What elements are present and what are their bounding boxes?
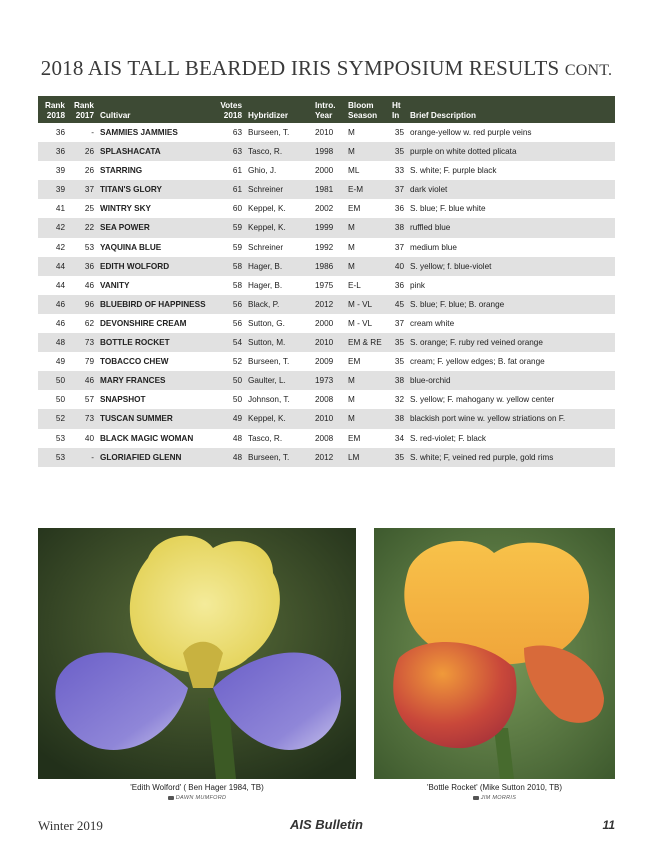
cell-bloom-season: EM xyxy=(348,433,361,443)
cell-votes: 59 xyxy=(232,242,242,252)
cell-cultivar: VANITY xyxy=(100,280,130,290)
cell-hybridizer: Ghio, J. xyxy=(248,166,277,176)
cell-rank-2018: 41 xyxy=(55,204,65,214)
table-row xyxy=(38,142,615,161)
cell-description: S. white; F. purple black xyxy=(410,166,497,176)
header-votes: Votes 2018 xyxy=(215,96,245,123)
cell-votes: 63 xyxy=(232,128,242,137)
cell-votes: 49 xyxy=(215,409,245,428)
cell-hybridizer: Johnson, T. xyxy=(248,395,290,405)
cell-cultivar: YAQUINA BLUE xyxy=(100,242,162,252)
cell-votes: 48 xyxy=(215,448,245,467)
cell-bloom-season: M xyxy=(348,128,355,137)
cell-height: 35 xyxy=(389,448,407,467)
table-row xyxy=(38,161,615,180)
cell-votes: 63 xyxy=(215,142,245,161)
cell-description: S. blue; F. blue; B. orange xyxy=(407,295,615,314)
cell-intro-year: 2010 xyxy=(312,333,345,352)
cell-height: 36 xyxy=(394,280,404,290)
cell-height: 35 xyxy=(394,357,404,367)
cell-cultivar: SPLASHACATA xyxy=(97,142,215,161)
table-row xyxy=(38,371,615,390)
cell-intro-year: 2000 xyxy=(315,166,334,176)
cell-cultivar: BLACK MAGIC WOMAN xyxy=(100,433,194,443)
cell-cultivar: TUSCAN SUMMER xyxy=(97,409,215,428)
cell-rank-2018: 52 xyxy=(38,409,68,428)
cell-rank-2017: 62 xyxy=(84,318,94,328)
cell-rank-2018: 53 xyxy=(55,433,65,443)
cell-hybridizer: Schreiner xyxy=(248,242,284,252)
cell-rank-2017: 26 xyxy=(68,142,97,161)
cell-rank-2017: 25 xyxy=(84,204,94,214)
cell-intro-year: 2010 xyxy=(315,128,334,137)
cell-rank-2017: 37 xyxy=(68,180,97,199)
cell-height: 40 xyxy=(389,257,407,276)
cell-description: S. blue; F. blue white xyxy=(410,204,486,214)
cell-description: blue-orchid xyxy=(407,371,615,390)
cell-rank-2017: 96 xyxy=(68,295,97,314)
cell-bloom-season: M xyxy=(345,142,389,161)
cell-hybridizer: Hager, B. xyxy=(245,257,312,276)
cell-intro-year: 1981 xyxy=(312,180,345,199)
cell-cultivar: STARRING xyxy=(100,166,143,176)
table-row xyxy=(38,218,615,237)
cell-description: S. yellow; f. blue-violet xyxy=(407,257,615,276)
photo-edith-wolford xyxy=(38,528,356,779)
cell-rank-2018: 42 xyxy=(38,218,68,237)
header-intro-year: Intro. Year xyxy=(312,96,345,123)
footer-issue: Winter 2019 xyxy=(38,818,103,833)
cell-hybridizer: Tasco, R. xyxy=(245,142,312,161)
cell-rank-2017: - xyxy=(91,128,94,137)
cell-rank-2017: 79 xyxy=(84,357,94,367)
cell-rank-2018: 53 xyxy=(38,448,68,467)
cell-bloom-season: M xyxy=(345,257,389,276)
cell-height: 37 xyxy=(389,180,407,199)
footer-page-number: 11 xyxy=(602,818,615,832)
cell-intro-year: 1999 xyxy=(312,218,345,237)
table-row xyxy=(38,199,615,218)
cell-description: S. yellow; F. mahogany w. yellow center xyxy=(410,395,555,405)
cell-votes: 50 xyxy=(215,371,245,390)
cell-intro-year: 1986 xyxy=(312,257,345,276)
cell-hybridizer: Burseen, T. xyxy=(248,357,290,367)
cell-hybridizer: Sutton, G. xyxy=(248,318,285,328)
cell-votes: 59 xyxy=(215,218,245,237)
table-row xyxy=(38,123,615,142)
cell-description: S. white; F, veined red purple, gold rims xyxy=(407,448,615,467)
cell-rank-2018: 36 xyxy=(55,128,65,137)
cell-votes: 54 xyxy=(215,333,245,352)
camera-icon xyxy=(473,796,479,800)
cell-height: 34 xyxy=(394,433,404,443)
photo-caption-2: 'Bottle Rocket' (Mike Sutton 2010, TB) xyxy=(427,783,562,792)
cell-rank-2018: 46 xyxy=(38,295,68,314)
cell-rank-2018: 39 xyxy=(55,166,65,176)
header-description: Brief Description xyxy=(407,96,615,123)
table-row xyxy=(38,333,615,352)
cell-rank-2018: 44 xyxy=(55,280,65,290)
cell-hybridizer: Black, P. xyxy=(245,295,312,314)
cell-cultivar: EDITH WOLFORD xyxy=(97,257,215,276)
cell-bloom-season: M - VL xyxy=(348,318,373,328)
table-row xyxy=(38,276,615,295)
cell-height: 35 xyxy=(394,128,404,137)
cell-intro-year: 2012 xyxy=(312,295,345,314)
cell-rank-2017: 36 xyxy=(68,257,97,276)
camera-icon xyxy=(168,796,174,800)
cell-height: 45 xyxy=(389,295,407,314)
cell-hybridizer: Hager, B. xyxy=(248,280,283,290)
cell-description: cream white xyxy=(410,318,455,328)
cell-height: 35 xyxy=(389,333,407,352)
cell-rank-2018: 49 xyxy=(55,357,65,367)
cell-bloom-season: M xyxy=(348,395,355,405)
header-bloom-season: Bloom Season xyxy=(345,96,389,123)
cell-rank-2017: 57 xyxy=(84,395,94,405)
cell-cultivar: WINTRY SKY xyxy=(100,204,151,214)
cell-votes: 60 xyxy=(232,204,242,214)
header-hybridizer: Hybridizer xyxy=(245,96,312,123)
cell-bloom-season: EM xyxy=(348,357,361,367)
cell-rank-2017: 73 xyxy=(68,409,97,428)
cell-description: ruffled blue xyxy=(407,218,615,237)
cell-height: 35 xyxy=(389,142,407,161)
table-row xyxy=(38,314,615,333)
cell-intro-year: 2012 xyxy=(312,448,345,467)
cell-votes: 58 xyxy=(215,257,245,276)
cell-description: S. red-violet; F. black xyxy=(410,433,486,443)
cell-intro-year: 2008 xyxy=(315,395,334,405)
cell-hybridizer: Burseen, T. xyxy=(245,448,312,467)
cell-description: blackish port wine w. yellow striations on F. xyxy=(407,409,615,428)
cell-bloom-season: M xyxy=(345,218,389,237)
photo-credit-2: JIM MORRIS xyxy=(374,795,615,801)
table-row xyxy=(38,257,615,276)
cell-votes: 61 xyxy=(232,166,242,176)
photo-caption-1: 'Edith Wolford' ( Ben Hager 1984, TB) xyxy=(130,783,264,792)
cell-description: orange-yellow w. red purple veins xyxy=(410,128,532,137)
cell-bloom-season: M xyxy=(345,409,389,428)
cell-rank-2017: 26 xyxy=(84,166,94,176)
cell-rank-2018: 50 xyxy=(55,395,65,405)
table-row xyxy=(38,180,615,199)
cell-intro-year: 1973 xyxy=(312,371,345,390)
cell-votes: 52 xyxy=(232,357,242,367)
cell-bloom-season: EM xyxy=(348,204,361,214)
cell-intro-year: 2002 xyxy=(315,204,334,214)
cell-cultivar: GLORIAFIED GLENN xyxy=(97,448,215,467)
cell-cultivar: TOBACCO CHEW xyxy=(100,357,169,367)
table-row xyxy=(38,295,615,314)
cell-hybridizer: Schreiner xyxy=(245,180,312,199)
title-main: 2018 AIS TALL BEARDED IRIS SYMPOSIUM RESULTS xyxy=(40,56,560,80)
footer-publication: AIS Bulletin xyxy=(290,817,363,832)
cell-description: dark violet xyxy=(407,180,615,199)
cell-votes: 56 xyxy=(215,295,245,314)
table-row xyxy=(38,429,615,448)
cell-description: pink xyxy=(410,280,426,290)
table-row xyxy=(38,238,615,257)
cell-height: 38 xyxy=(389,218,407,237)
cell-hybridizer: Keppel, K. xyxy=(248,204,286,214)
cell-votes: 58 xyxy=(232,280,242,290)
cell-cultivar: DEVONSHIRE CREAM xyxy=(100,318,187,328)
cell-rank-2017: 22 xyxy=(68,218,97,237)
cell-rank-2018: 42 xyxy=(55,242,65,252)
cell-bloom-season: EM & RE xyxy=(345,333,389,352)
header-height: Ht In xyxy=(389,96,407,123)
cell-height: 33 xyxy=(394,166,404,176)
cell-height: 37 xyxy=(394,242,404,252)
cell-intro-year: 2010 xyxy=(312,409,345,428)
cell-hybridizer: Burseen, T. xyxy=(248,128,290,137)
cell-height: 36 xyxy=(394,204,404,214)
cell-hybridizer: Keppel, K. xyxy=(245,409,312,428)
cell-intro-year: 1975 xyxy=(315,280,334,290)
cell-description: purple on white dotted plicata xyxy=(407,142,615,161)
cell-votes: 56 xyxy=(232,318,242,328)
cell-bloom-season: ML xyxy=(348,166,360,176)
table-row xyxy=(38,352,615,371)
cell-cultivar: BOTTLE ROCKET xyxy=(97,333,215,352)
cell-rank-2017: 46 xyxy=(68,371,97,390)
header-cultivar: Cultivar xyxy=(97,96,215,123)
cell-cultivar: MARY FRANCES xyxy=(97,371,215,390)
photo-bottle-rocket xyxy=(374,528,615,779)
cell-intro-year: 2008 xyxy=(315,433,334,443)
cell-votes: 50 xyxy=(232,395,242,405)
cell-rank-2017: 53 xyxy=(84,242,94,252)
cell-rank-2018: 39 xyxy=(38,180,68,199)
cell-votes: 48 xyxy=(232,433,242,443)
table-header-row xyxy=(38,96,615,123)
cell-height: 38 xyxy=(389,409,407,428)
cell-intro-year: 1998 xyxy=(312,142,345,161)
cell-bloom-season: M xyxy=(348,242,355,252)
page-title xyxy=(0,56,653,81)
cell-rank-2018: 50 xyxy=(38,371,68,390)
cell-rank-2018: 48 xyxy=(38,333,68,352)
cell-hybridizer: Tasco, R. xyxy=(248,433,283,443)
cell-bloom-season: E-M xyxy=(345,180,389,199)
cell-description: medium blue xyxy=(410,242,457,252)
cell-intro-year: 2009 xyxy=(315,357,334,367)
title-suffix: CONT. xyxy=(564,62,613,79)
cell-cultivar: SAMMIES JAMMIES xyxy=(100,128,178,137)
cell-intro-year: 1992 xyxy=(315,242,334,252)
table-row xyxy=(38,448,615,467)
cell-votes: 61 xyxy=(215,180,245,199)
table-row xyxy=(38,390,615,409)
cell-hybridizer: Keppel, K. xyxy=(245,218,312,237)
cell-height: 37 xyxy=(394,318,404,328)
cell-hybridizer: Sutton, M. xyxy=(245,333,312,352)
cell-intro-year: 2000 xyxy=(315,318,334,328)
photo-credit-1: DAWN MUMFORD xyxy=(38,795,356,801)
cell-cultivar: SEA POWER xyxy=(97,218,215,237)
cell-description: S. orange; F. ruby red veined orange xyxy=(407,333,615,352)
results-table xyxy=(38,96,615,467)
cell-description: cream; F. yellow edges; B. fat orange xyxy=(410,357,545,367)
cell-height: 38 xyxy=(389,371,407,390)
cell-rank-2018: 44 xyxy=(38,257,68,276)
cell-rank-2017: 40 xyxy=(84,433,94,443)
cell-bloom-season: E-L xyxy=(348,280,361,290)
cell-height: 32 xyxy=(394,395,404,405)
cell-rank-2018: 36 xyxy=(38,142,68,161)
cell-rank-2017: - xyxy=(68,448,97,467)
cell-rank-2018: 46 xyxy=(55,318,65,328)
cell-bloom-season: LM xyxy=(345,448,389,467)
cell-bloom-season: M - VL xyxy=(345,295,389,314)
cell-cultivar: TITAN'S GLORY xyxy=(97,180,215,199)
cell-cultivar: SNAPSHOT xyxy=(100,395,146,405)
header-rank-2018: Rank 2018 xyxy=(38,96,68,123)
cell-hybridizer: Gaulter, L. xyxy=(245,371,312,390)
cell-rank-2017: 73 xyxy=(68,333,97,352)
cell-bloom-season: M xyxy=(345,371,389,390)
table-row xyxy=(38,409,615,428)
cell-rank-2017: 46 xyxy=(84,280,94,290)
header-rank-2017: Rank 2017 xyxy=(68,96,97,123)
cell-cultivar: BLUEBIRD OF HAPPINESS xyxy=(97,295,215,314)
